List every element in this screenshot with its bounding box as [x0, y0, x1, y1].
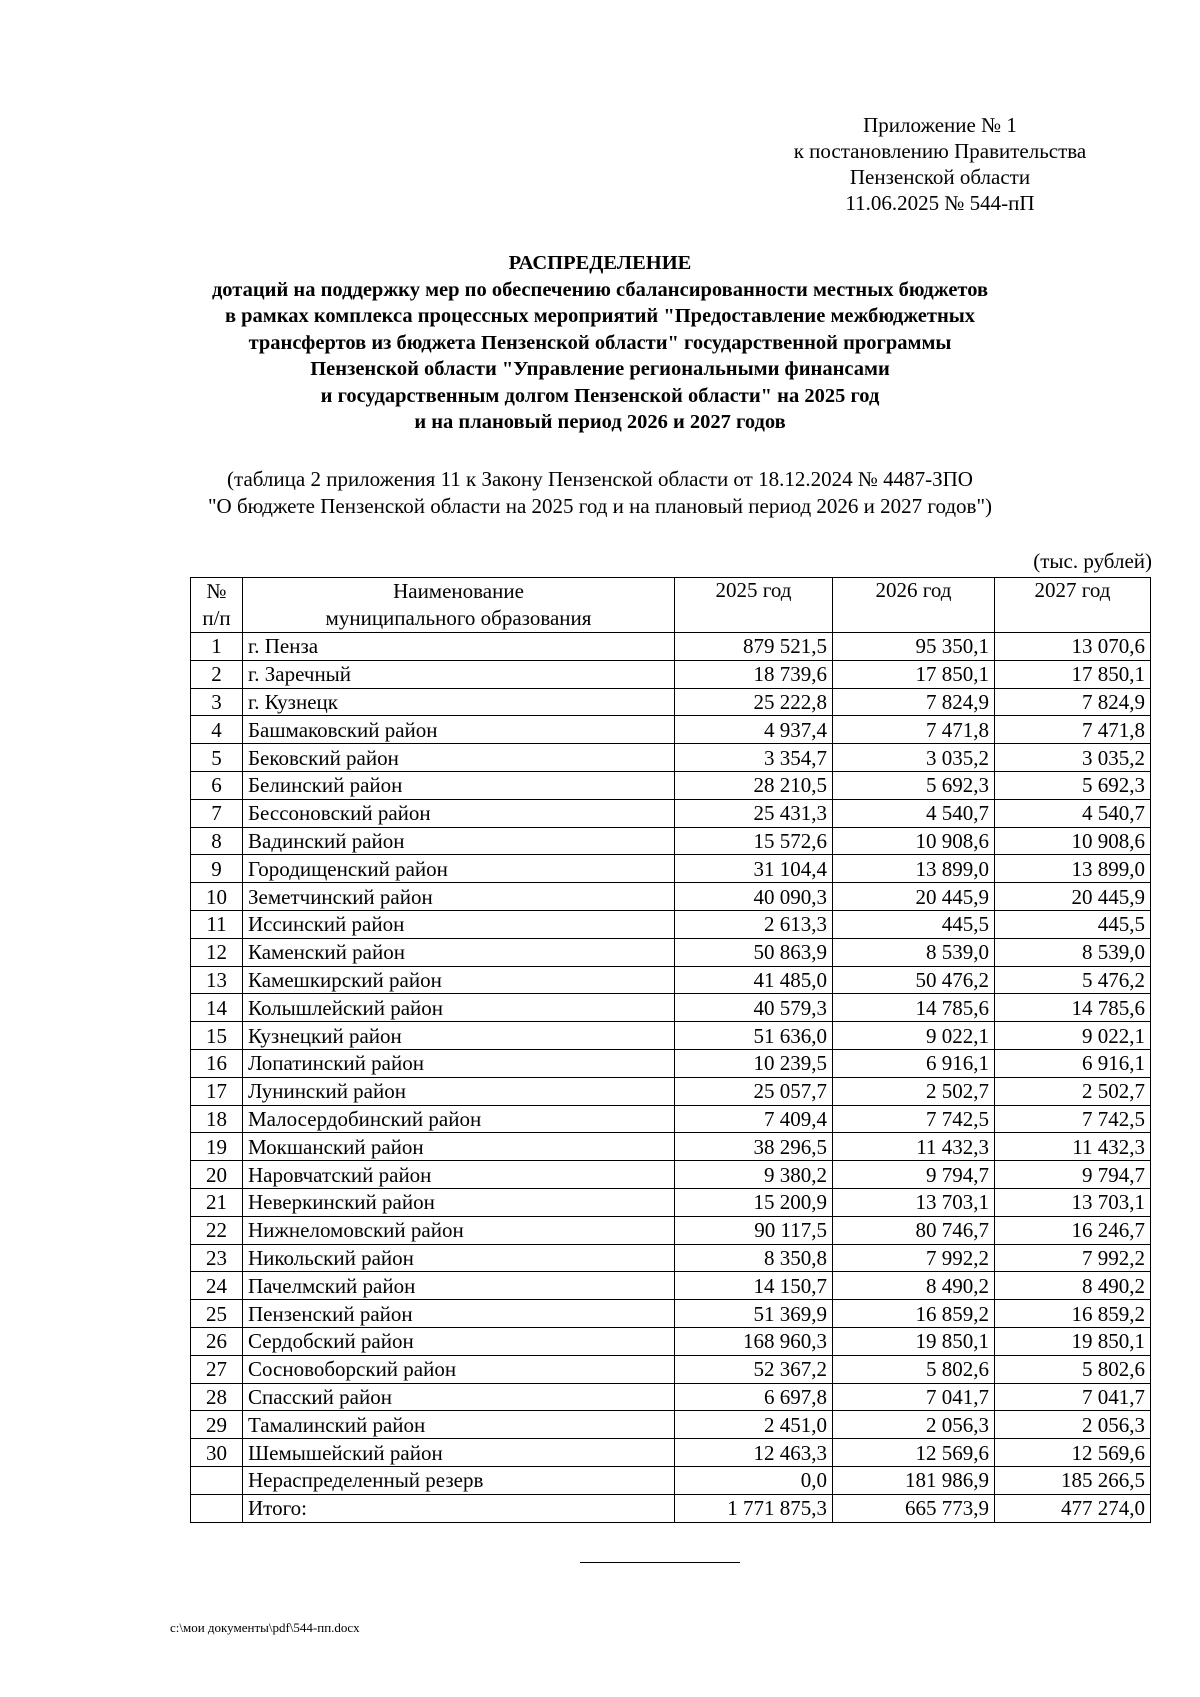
table-row: [191, 1439, 1151, 1467]
row-2027-cell: 3 035,2: [995, 744, 1151, 772]
row-number-cell: 3: [191, 688, 243, 716]
table-row: [191, 1272, 1151, 1300]
row-2027-cell: 9 022,1: [995, 1022, 1151, 1050]
row-2026-cell: 2 056,3: [833, 1411, 995, 1439]
row-2027-cell: 19 850,1: [995, 1327, 1151, 1355]
row-name-cell: Лунинский район: [243, 1077, 675, 1105]
row-name-cell: Кузнецкий район: [243, 1022, 675, 1050]
row-2027-cell: 8 490,2: [995, 1272, 1151, 1300]
table-row: [191, 1022, 1151, 1050]
header-2026: 2026 год: [833, 578, 995, 633]
table-row: [191, 1244, 1151, 1272]
row-2027-cell: 12 569,6: [995, 1439, 1151, 1467]
row-2026-cell: 13 899,0: [833, 855, 995, 883]
row-name-cell: Бековский район: [243, 744, 675, 772]
table-body: [191, 633, 1151, 1523]
row-number-cell: 13: [191, 966, 243, 994]
row-2025-cell: 31 104,4: [675, 855, 833, 883]
row-2026-cell: 17 850,1: [833, 660, 995, 688]
title-line-2: дотаций на поддержку мер по обеспечению сбалансированности местных бюджетов: [211, 278, 989, 301]
table-row: [191, 1355, 1151, 1383]
row-2027-cell: 16 859,2: [995, 1300, 1151, 1328]
title-line-7: и на плановый период 2026 и 2027 годов: [414, 411, 786, 433]
row-2025-cell: 38 296,5: [675, 1133, 833, 1161]
row-2027-cell: 20 445,9: [995, 883, 1151, 911]
table-row: [191, 633, 1151, 661]
row-number-cell: 19: [191, 1133, 243, 1161]
row-2026-cell: 181 986,9: [833, 1466, 995, 1494]
row-2026-cell: 10 908,6: [833, 827, 995, 855]
row-number-cell: [191, 1466, 243, 1494]
row-2025-cell: 7 409,4: [675, 1105, 833, 1133]
row-number-cell: 14: [191, 994, 243, 1022]
table-row: [191, 938, 1151, 966]
title-line-4: трансфертов из бюджета Пензенской области" государственной программы: [248, 331, 952, 354]
title-line-1: РАСПРЕДЕЛЕНИЕ: [508, 252, 692, 274]
appendix-line-3: Пензенской области: [849, 165, 1031, 189]
row-2026-cell: 12 569,6: [833, 1439, 995, 1467]
header-number-line-2: п/п: [202, 606, 231, 630]
row-2026-cell: 7 471,8: [833, 716, 995, 744]
row-number-cell: 6: [191, 771, 243, 799]
row-name-cell: Камешкирский район: [243, 966, 675, 994]
row-2026-cell: 7 824,9: [833, 688, 995, 716]
row-name-cell: Итого:: [243, 1494, 675, 1522]
row-2026-cell: 14 785,6: [833, 994, 995, 1022]
units-label: (тыс. рублей): [1033, 549, 1152, 573]
row-name-cell: Сердобский район: [243, 1327, 675, 1355]
row-name-cell: Спасский район: [243, 1383, 675, 1411]
row-2025-cell: 15 572,6: [675, 827, 833, 855]
header-name-line-1: Наименование: [393, 579, 524, 603]
row-2025-cell: 14 150,7: [675, 1272, 833, 1300]
header-name-line-2: муниципального образования: [325, 606, 592, 630]
document-title: [150, 250, 1050, 436]
document-subtitle: [150, 466, 1050, 520]
row-2027-cell: 477 274,0: [995, 1494, 1151, 1522]
row-2025-cell: 12 463,3: [675, 1439, 833, 1467]
table-row: [191, 883, 1151, 911]
row-number-cell: 12: [191, 938, 243, 966]
row-name-cell: Наровчатский район: [243, 1161, 675, 1189]
row-name-cell: Вадинский район: [243, 827, 675, 855]
row-name-cell: Тамалинский район: [243, 1411, 675, 1439]
row-number-cell: 23: [191, 1244, 243, 1272]
row-2025-cell: 2 451,0: [675, 1411, 833, 1439]
table-row: [191, 855, 1151, 883]
table-row: [191, 799, 1151, 827]
row-number-cell: 30: [191, 1439, 243, 1467]
table-row: [191, 966, 1151, 994]
row-2027-cell: 13 070,6: [995, 633, 1151, 661]
table-row: [191, 660, 1151, 688]
row-2027-cell: 7 742,5: [995, 1105, 1151, 1133]
row-2026-cell: 5 692,3: [833, 771, 995, 799]
row-2027-cell: 4 540,7: [995, 799, 1151, 827]
table-row: [191, 1049, 1151, 1077]
row-number-cell: 26: [191, 1327, 243, 1355]
row-2027-cell: 6 916,1: [995, 1049, 1151, 1077]
row-name-cell: Лопатинский район: [243, 1049, 675, 1077]
row-name-cell: Малосердобинский район: [243, 1105, 675, 1133]
header-number-line-1: №: [206, 579, 227, 603]
row-name-cell: Шемышейский район: [243, 1439, 675, 1467]
row-2026-cell: 8 539,0: [833, 938, 995, 966]
row-name-cell: Колышлейский район: [243, 994, 675, 1022]
row-2025-cell: 8 350,8: [675, 1244, 833, 1272]
table-row: [191, 688, 1151, 716]
row-number-cell: 20: [191, 1161, 243, 1189]
row-2026-cell: 95 350,1: [833, 633, 995, 661]
row-2025-cell: 879 521,5: [675, 633, 833, 661]
header-2025: 2025 год: [675, 578, 833, 633]
row-name-cell: Каменский район: [243, 938, 675, 966]
row-2027-cell: 7 824,9: [995, 688, 1151, 716]
row-2027-cell: 5 476,2: [995, 966, 1151, 994]
row-name-cell: г. Пенза: [243, 633, 675, 661]
row-number-cell: 1: [191, 633, 243, 661]
row-2025-cell: 40 579,3: [675, 994, 833, 1022]
row-2026-cell: 7 992,2: [833, 1244, 995, 1272]
row-2026-cell: 13 703,1: [833, 1188, 995, 1216]
row-2025-cell: 2 613,3: [675, 910, 833, 938]
row-name-cell: Белинский район: [243, 771, 675, 799]
row-2026-cell: 50 476,2: [833, 966, 995, 994]
row-number-cell: 25: [191, 1300, 243, 1328]
distribution-table: [190, 577, 1151, 1523]
row-2025-cell: 28 210,5: [675, 771, 833, 799]
closing-divider: [580, 1562, 740, 1563]
table-row: [191, 994, 1151, 1022]
row-2025-cell: 50 863,9: [675, 938, 833, 966]
row-number-cell: 28: [191, 1383, 243, 1411]
appendix-block: [740, 112, 1140, 216]
table-row: [191, 1188, 1151, 1216]
row-number-cell: 21: [191, 1188, 243, 1216]
row-name-cell: Башмаковский район: [243, 716, 675, 744]
row-2026-cell: 3 035,2: [833, 744, 995, 772]
row-2026-cell: 7 742,5: [833, 1105, 995, 1133]
row-number-cell: 7: [191, 799, 243, 827]
row-2027-cell: 2 502,7: [995, 1077, 1151, 1105]
row-2027-cell: 7 471,8: [995, 716, 1151, 744]
row-name-cell: Нижнеломовский район: [243, 1216, 675, 1244]
row-2025-cell: 41 485,0: [675, 966, 833, 994]
row-name-cell: Иссинский район: [243, 910, 675, 938]
row-name-cell: Бессоновский район: [243, 799, 675, 827]
table-row: [191, 1383, 1151, 1411]
row-2027-cell: 8 539,0: [995, 938, 1151, 966]
table-row: [191, 910, 1151, 938]
row-2025-cell: 51 369,9: [675, 1300, 833, 1328]
row-2027-cell: 10 908,6: [995, 827, 1151, 855]
appendix-line-2: к постановлению Правительства: [793, 139, 1087, 163]
row-name-cell: Мокшанский район: [243, 1133, 675, 1161]
row-2025-cell: 6 697,8: [675, 1383, 833, 1411]
row-name-cell: Сосновоборский район: [243, 1355, 675, 1383]
row-number-cell: 10: [191, 883, 243, 911]
table-row: [191, 1161, 1151, 1189]
row-2026-cell: 6 916,1: [833, 1049, 995, 1077]
table-row: [191, 744, 1151, 772]
table-row: [191, 1105, 1151, 1133]
row-2025-cell: 0,0: [675, 1466, 833, 1494]
row-2025-cell: 52 367,2: [675, 1355, 833, 1383]
table-row: [191, 1077, 1151, 1105]
row-number-cell: 17: [191, 1077, 243, 1105]
row-number-cell: 27: [191, 1355, 243, 1383]
header-name: [243, 578, 675, 633]
table-row: [191, 716, 1151, 744]
header-number: [191, 578, 243, 633]
row-name-cell: Пензенский район: [243, 1300, 675, 1328]
row-2025-cell: 10 239,5: [675, 1049, 833, 1077]
row-2027-cell: 5 802,6: [995, 1355, 1151, 1383]
row-2026-cell: 7 041,7: [833, 1383, 995, 1411]
row-2027-cell: 445,5: [995, 910, 1151, 938]
title-line-6: и государственным долгом Пензенской области" на 2025 год: [320, 384, 880, 407]
table-row: [191, 771, 1151, 799]
footer-file-path: c:\мои документы\pdf\544-пп.docx: [170, 1620, 360, 1635]
row-number-cell: 24: [191, 1272, 243, 1300]
row-number-cell: 8: [191, 827, 243, 855]
table-row: [191, 1494, 1151, 1522]
row-2027-cell: 13 899,0: [995, 855, 1151, 883]
row-2026-cell: 445,5: [833, 910, 995, 938]
row-2025-cell: 168 960,3: [675, 1327, 833, 1355]
row-name-cell: Никольский район: [243, 1244, 675, 1272]
row-2025-cell: 40 090,3: [675, 883, 833, 911]
row-2026-cell: 9 794,7: [833, 1161, 995, 1189]
row-number-cell: 5: [191, 744, 243, 772]
row-number-cell: 4: [191, 716, 243, 744]
row-name-cell: Земетчинский район: [243, 883, 675, 911]
appendix-line-1: Приложение № 1: [863, 113, 1017, 137]
row-2026-cell: 19 850,1: [833, 1327, 995, 1355]
row-number-cell: 18: [191, 1105, 243, 1133]
row-name-cell: Неверкинский район: [243, 1188, 675, 1216]
table-row: [191, 1216, 1151, 1244]
row-2025-cell: 3 354,7: [675, 744, 833, 772]
row-2027-cell: 7 041,7: [995, 1383, 1151, 1411]
row-name-cell: Нераспределенный резерв: [243, 1466, 675, 1494]
row-2025-cell: 25 431,3: [675, 799, 833, 827]
row-2025-cell: 9 380,2: [675, 1161, 833, 1189]
row-2026-cell: 665 773,9: [833, 1494, 995, 1522]
row-number-cell: 29: [191, 1411, 243, 1439]
table-row: [191, 1133, 1151, 1161]
row-number-cell: 9: [191, 855, 243, 883]
table-row: [191, 827, 1151, 855]
row-2025-cell: 15 200,9: [675, 1188, 833, 1216]
row-2026-cell: 8 490,2: [833, 1272, 995, 1300]
table-header-row: [191, 578, 1151, 633]
row-2026-cell: 11 432,3: [833, 1133, 995, 1161]
row-2026-cell: 80 746,7: [833, 1216, 995, 1244]
row-2026-cell: 9 022,1: [833, 1022, 995, 1050]
title-line-5: Пензенской области "Управление региональными финансами: [310, 358, 890, 380]
subtitle-line-2: "О бюджете Пензенской области на 2025 год и на плановый период 2026 и 2027 годов"): [207, 494, 993, 518]
appendix-line-4: 11.06.2025 № 544-пП: [845, 191, 1035, 215]
table-row: [191, 1466, 1151, 1494]
row-2026-cell: 20 445,9: [833, 883, 995, 911]
header-2027: 2027 год: [995, 578, 1151, 633]
row-number-cell: [191, 1494, 243, 1522]
row-2025-cell: 51 636,0: [675, 1022, 833, 1050]
table-row: [191, 1327, 1151, 1355]
row-2026-cell: 4 540,7: [833, 799, 995, 827]
row-2026-cell: 5 802,6: [833, 1355, 995, 1383]
title-line-3: в рамках комплекса процессных мероприятий "Предоставление межбюджетных: [224, 305, 976, 327]
row-2026-cell: 16 859,2: [833, 1300, 995, 1328]
row-2027-cell: 11 432,3: [995, 1133, 1151, 1161]
row-2027-cell: 17 850,1: [995, 660, 1151, 688]
table-row: [191, 1411, 1151, 1439]
row-name-cell: Городищенский район: [243, 855, 675, 883]
row-2027-cell: 185 266,5: [995, 1466, 1151, 1494]
row-2025-cell: 18 739,6: [675, 660, 833, 688]
row-2027-cell: 2 056,3: [995, 1411, 1151, 1439]
table-row: [191, 1300, 1151, 1328]
row-2025-cell: 1 771 875,3: [675, 1494, 833, 1522]
row-2027-cell: 14 785,6: [995, 994, 1151, 1022]
row-2026-cell: 2 502,7: [833, 1077, 995, 1105]
row-2027-cell: 9 794,7: [995, 1161, 1151, 1189]
row-2027-cell: 13 703,1: [995, 1188, 1151, 1216]
row-2027-cell: 7 992,2: [995, 1244, 1151, 1272]
row-number-cell: 15: [191, 1022, 243, 1050]
row-2025-cell: 90 117,5: [675, 1216, 833, 1244]
row-2025-cell: 4 937,4: [675, 716, 833, 744]
row-2025-cell: 25 222,8: [675, 688, 833, 716]
subtitle-line-1: (таблица 2 приложения 11 к Закону Пензенской области от 18.12.2024 № 4487-ЗПО: [227, 467, 973, 491]
row-2027-cell: 16 246,7: [995, 1216, 1151, 1244]
row-number-cell: 11: [191, 910, 243, 938]
row-name-cell: г. Кузнецк: [243, 688, 675, 716]
row-2025-cell: 25 057,7: [675, 1077, 833, 1105]
row-number-cell: 16: [191, 1049, 243, 1077]
row-name-cell: г. Заречный: [243, 660, 675, 688]
row-name-cell: Пачелмский район: [243, 1272, 675, 1300]
row-number-cell: 22: [191, 1216, 243, 1244]
row-number-cell: 2: [191, 660, 243, 688]
row-2027-cell: 5 692,3: [995, 771, 1151, 799]
